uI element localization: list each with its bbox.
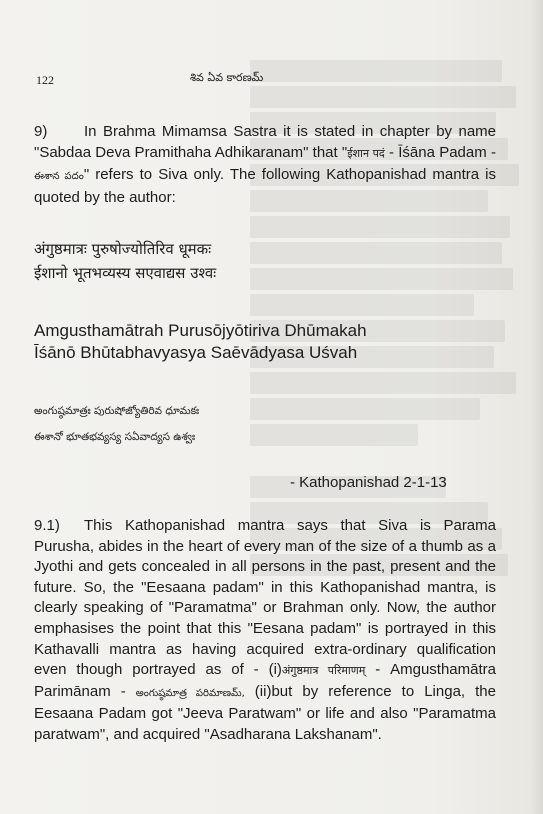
separator: -: [110, 682, 136, 700]
devanagari-line: ईशानो भूतभव्यस्य सएवाद्यस उश्वः: [34, 264, 217, 282]
mantra-telugu: [34, 398, 496, 450]
roman-term: Īśāna Padam: [398, 144, 487, 161]
paragraph-text: " refers to Siva only. The following Kathopanishad mantra is quoted by the author:: [34, 166, 497, 206]
mantra-roman: [34, 320, 496, 364]
sanskrit-term: ईशान पदं: [347, 147, 385, 160]
telugu-term: ఈశాన పదం: [34, 171, 84, 182]
paragraph-text: This Kathopanishad mantra says that Siva is Parama Purusha, abides in the heart of every man of the size of a thumb as a Jyothi and gets concealed in all persons in the past, present and the future. So, the "Eesaana padam" in this Kathopanishad mantra, is clearly speaking of "Paramatma" or Brahman only. Now, the author emphasises the point that this "Eesana padam" is portrayed in this Kathavalli mantra as having acquired extra-ordinary qualification even though portrayed as of - (i): [34, 517, 496, 679]
telugu-term: అంగుష్ఠమాత్ర పరిమాణమ్,: [135, 687, 245, 699]
paragraph-text: In Brahma Mimamsa Sastra it is stated in chapter by name "Sabdaa Deva Pramithaha Adhikaranam" that ": [34, 123, 496, 161]
telugu-line: అంగుష్ఠమాత్రః పురుషోజ్యోతిరివ ధూమకః: [34, 405, 200, 417]
separator: -: [365, 661, 391, 679]
paragraph-9: [34, 121, 496, 208]
page-edge: [529, 0, 543, 814]
paragraph-text: (ii)but by reference to Linga, the Eesaana Padam got "Jeeva Paratwam" or life and also "Paramatma paratwam", and acquired "Asadharana Lakshanam".: [34, 682, 496, 743]
mantra-devanagari: [34, 237, 496, 285]
roman-term: Amgusthamātra Parimānam: [34, 661, 496, 700]
running-title: శివ ఏవ కారణమ్: [190, 71, 264, 84]
paragraph-number: 9.1): [34, 517, 60, 534]
mantra-source: - Kathopanishad 2-1-13: [290, 474, 447, 491]
telugu-line: ఈశానో భూతభవ్యస్య సఏవాద్యస ఉశ్వః: [34, 431, 196, 443]
separator: -: [486, 144, 496, 161]
page-header: [36, 73, 506, 93]
paragraph-9-1: [34, 516, 496, 746]
page-number: 122: [36, 73, 54, 87]
sanskrit-term: अंगुष्ठमात्र परिमाणम्: [281, 664, 366, 678]
paragraph-number: 9): [34, 123, 48, 140]
devanagari-line: अंगुष्ठमात्रः पुरुषोज्योतिरिव धूमकः: [34, 240, 212, 258]
roman-line: Amgusthamātrah Purusōjyōtiriva Dhūmakah: [34, 321, 367, 340]
roman-line: Īśānō Bhūtabhavyasya Saēvādyasa Uśvah: [34, 343, 358, 362]
separator: -: [384, 144, 399, 161]
